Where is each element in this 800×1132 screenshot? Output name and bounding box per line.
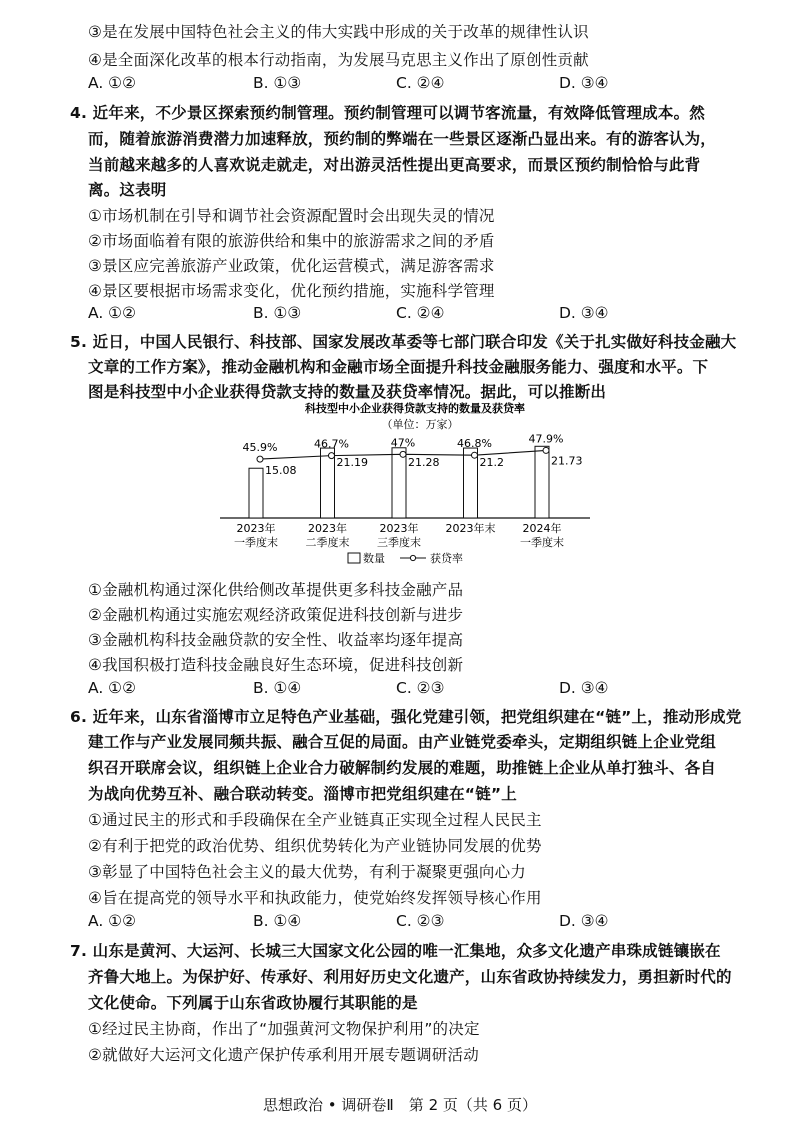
q4-stem-line-3: 当前越来越多的人喜欢说走就走，对出游灵活性提出更高要求，而景区预约制恰恰与此背: [88, 156, 701, 174]
x-tick-label: 二季度末: [305, 536, 350, 549]
choice-d: D. ③④: [559, 74, 609, 92]
page-footer: 思想政治 • 调研卷Ⅱ 第 2 页（共 6 页）: [263, 1096, 537, 1114]
bar-quantity: [535, 446, 549, 518]
x-tick-label: 2023年: [379, 522, 419, 535]
choice-d: D. ③④: [559, 679, 609, 697]
q6-choices: [88, 912, 748, 934]
q5-stem-line-2: 文章的工作方案》，推动金融机构和金融市场全面提升科技金融服务能力、强度和水平。下: [88, 358, 709, 376]
q4-option-3: ③景区应完善旅游产业政策，优化运营模式，满足游客需求: [88, 257, 495, 275]
choice-c: C. ②③: [396, 679, 445, 697]
chart-subtitle: （单位：万家）: [381, 418, 459, 431]
q6-stem-line-2: 建工作与产业发展同频共振、融合互促的局面。由产业链党委牵头，定期组织链上企业党组: [88, 733, 717, 751]
rate-value-label: 46.8%: [457, 437, 492, 451]
q6-stem-line-4: 为战向优势互补、融合联动转变。淄博市把党组织建在“链”上: [88, 785, 517, 803]
choice-a: A. ①②: [88, 912, 136, 930]
q5-option-1: ①金融机构通过深化供给侧改革提供更多科技金融产品: [88, 581, 464, 599]
q3-choices: [88, 74, 748, 96]
bar-value-label: 15.08: [265, 464, 297, 478]
rate-point: [400, 451, 406, 457]
bar-value-label: 21.73: [551, 454, 583, 468]
x-tick-label: 三季度末: [377, 536, 421, 549]
chart-plot-area: [220, 432, 590, 565]
x-tick-label: 2023年末: [445, 522, 496, 535]
x-tick-label: 2024年: [522, 522, 562, 535]
q5-stem-line-3: 图是科技型中小企业获得贷款支持的数量及获贷率情况。据此，可以推断出: [88, 383, 607, 401]
choice-c: C. ②④: [396, 74, 445, 92]
x-tick-label: 一季度末: [520, 536, 564, 549]
chart-title: 科技型中小企业获得贷款支持的数量及获贷率: [305, 402, 525, 415]
q4-option-4: ④景区要根据市场需求变化，优化预约措施，实施科学管理: [88, 282, 495, 300]
q4-stem-line-2: 而，随着旅游消费潜力加速释放，预约制的弊端在一些景区逐渐凸显出来。有的游客认为，: [88, 130, 717, 148]
rate-value-label: 45.9%: [242, 441, 278, 455]
q6-stem-line-3: 织召开联席会议，组织链上企业合力破解制约发展的难题，助推链上企业从单打独斗、各自: [88, 759, 717, 777]
q7-stem-line-2: 齐鲁大地上。为保护好、传承好、利用好历史文化遗产，山东省政协持续发力，勇担新时代的: [88, 968, 732, 986]
q6-stem-line-1: 6. 近年来，山东省淄博市立足特色产业基础，强化党建引领，把党组织建在“链”上，推动形成党: [70, 708, 742, 726]
choice-c: C. ②③: [396, 912, 445, 930]
rate-point: [543, 447, 549, 453]
q7-option-1: ①经过民主协商，作出了“加强黄河文物保护利用”的决定: [88, 1020, 480, 1038]
rate-point: [257, 456, 263, 462]
q6-option-2: ②有利于把党的政治优势、组织优势转化为产业链协同发展的优势: [88, 837, 542, 855]
q4-option-2: ②市场面临着有限的旅游供给和集中的旅游需求之间的矛盾: [88, 232, 495, 250]
choice-b: B. ①③: [253, 304, 302, 322]
legend-label-rate: 获贷率: [430, 552, 463, 565]
q6-option-4: ④旨在提高党的领导水平和执政能力，使党始终发挥领导核心作用: [88, 889, 542, 907]
choice-a: A. ①②: [88, 679, 136, 697]
rate-point: [472, 452, 478, 458]
q3-option-4: ④是全面深化改革的根本行动指南，为发展马克思主义作出了原创性贡献: [88, 51, 589, 69]
q5-stem-line-1: 5. 近日，中国人民银行、科技部、国家发展改革委等七部门联合印发《关于扎实做好科技金融大: [70, 333, 737, 351]
rate-value-label: 47.9%: [528, 432, 564, 446]
q7-option-2: ②就做好大运河文化遗产保护传承利用开展专题调研活动: [88, 1046, 479, 1064]
choice-b: B. ①④: [253, 912, 302, 930]
bar-value-label: 21.28: [408, 455, 440, 469]
choice-a: A. ①②: [88, 304, 136, 322]
q4-option-1: ①市场机制在引导和调节社会资源配置时会出现失灵的情况: [88, 207, 495, 225]
q5-option-4: ④我国积极打造科技金融良好生态环境，促进科技创新: [88, 656, 464, 674]
choice-b: B. ①④: [253, 679, 302, 697]
legend-swatch-quantity: [348, 553, 360, 563]
choice-a: A. ①②: [88, 74, 136, 92]
choice-d: D. ③④: [559, 304, 609, 322]
rate-value-label: 47%: [390, 436, 416, 450]
loan-chart: [220, 398, 600, 570]
x-tick-label: 一季度末: [234, 536, 278, 549]
q7-stem-line-3: 文化使命。下列属于山东省政协履行其职能的是: [88, 994, 418, 1012]
rate-point: [329, 453, 335, 459]
legend-label-quantity: 数量: [363, 552, 385, 565]
bar-value-label: 21.19: [336, 456, 368, 470]
q5-option-2: ②金融机构通过实施宏观经济政策促进科技创新与进步: [88, 606, 464, 624]
bar-quantity: [392, 448, 406, 518]
q6-option-1: ①通过民主的形式和手段确保在全产业链真正实现全过程人民民主: [88, 811, 542, 829]
choice-c: C. ②④: [396, 304, 445, 322]
legend-marker-rate: [410, 555, 415, 560]
q7-stem-line-1: 7. 山东是黄河、大运河、长城三大国家文化公园的唯一汇集地，众多文化遗产串珠成链镶嵌在: [70, 942, 721, 960]
q5-option-3: ③金融机构科技金融贷款的安全性、收益率均逐年提高: [88, 631, 464, 649]
x-tick-label: 2023年: [308, 522, 347, 535]
bar-quantity: [249, 468, 263, 518]
choice-b: B. ①③: [253, 74, 302, 92]
rate-value-label: 46.7%: [314, 437, 349, 451]
x-tick-label: 2023年: [236, 522, 276, 535]
q4-choices: [88, 304, 748, 326]
q5-choices: [88, 679, 748, 701]
q4-stem-line-4: 离。这表明: [88, 181, 167, 199]
choice-d: D. ③④: [559, 912, 609, 930]
q4-stem-line-1: 4. 近年来，不少景区探索预约制管理。预约制管理可以调节客流量，有效降低管理成本。然: [70, 104, 705, 122]
q6-option-3: ③彰显了中国特色社会主义的最大优势，有利于凝聚更强向心力: [88, 863, 526, 881]
q3-option-3: ③是在发展中国特色社会主义的伟大实践中形成的关于改革的规律性认识: [88, 23, 589, 41]
bar-value-label: 21.2: [479, 456, 504, 470]
